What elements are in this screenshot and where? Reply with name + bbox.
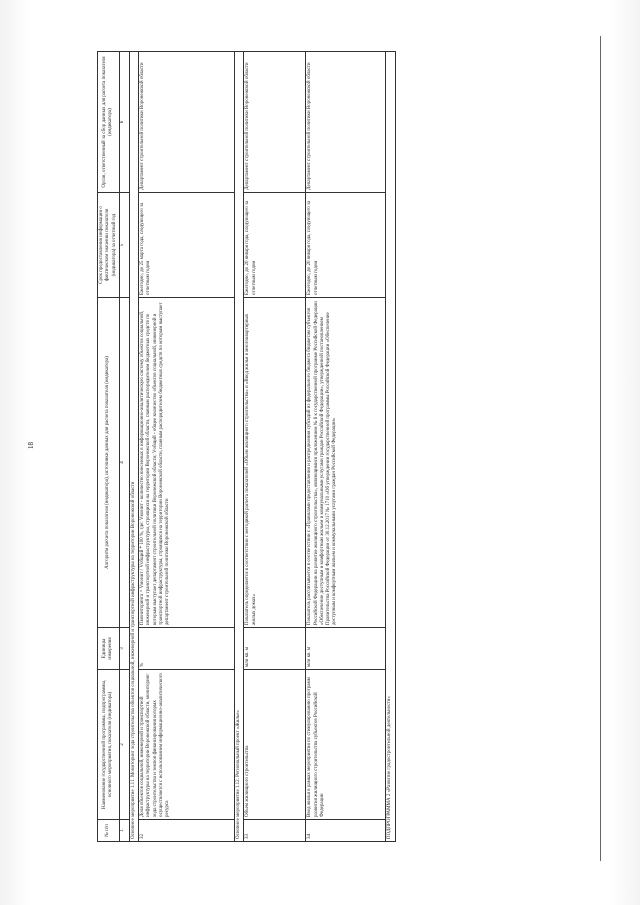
row-33-name: Объем жилищного строительства	[244, 670, 306, 820]
col-num-6: 6	[119, 52, 129, 193]
section-row	[235, 52, 244, 842]
row-34-agency: Департамент строительной политики Воронежской области	[306, 52, 386, 193]
row-33-deadline: Ежегодно, до 20 января года, следующего за отчетным годом	[244, 193, 306, 298]
row-32-algorithm: Пмониторинга = Vмонит / Vобщий * 100 %, где: Vмонит - количество внесенных в информационно-аналитическую систему объектов социальной, инженерной и транспортной инфраструктуры, строящихся на территории Воронежской области, главным распорядителем бюджетных средств по которым выступает департамент строительной политики Воронежской области; Vобщий - общее количество объектов социальной, инженерной и транспортной инфраструктуры, строящихся на территории Воронежской области, главным распорядителем бюджетных средств по которым выступает департамент строительной политики Воронежской области	[139, 298, 235, 628]
col-num-2: 2	[119, 670, 129, 820]
header-no: № п/п	[98, 820, 120, 842]
col-num-5: 5	[119, 193, 129, 298]
header-algorithm: Алгоритм расчета показателя (индикатора), источники данных для расчета показателя (индикатора)	[98, 298, 120, 628]
col-num-3: 3	[119, 628, 129, 670]
page-number: 18	[27, 442, 35, 449]
row-34-algorithm: Показатель рассчитывается в соответствии с «Правилами предоставления и распределения субсидий из федерального бюджета бюджетам субъектов Российской Федерации на развитие жилищного строительства», являющимися приложением № 6 к государственной программе Российской Федерации «Обеспечение доступным и комфортным жильем и коммунальными услугами граждан Российской Федерации», утвержденной постановлением Правительства Российской Федерации от 30.12.2017 № 1710 «Об утверждении государственной программы Российской Федерации «Обеспечение доступным и комфортным жильем и коммунальными услугами граждан Российской Федерации»	[306, 298, 386, 628]
table-row	[306, 52, 386, 842]
row-33-algorithm: Показатель определяется в соответствии с методикой расчета показателей «Объем жилищного строительства» и «Ввод жилья в многоквартирных жилых домах»	[244, 298, 306, 628]
section-title-1-12: Основное мероприятие 1.12. Региональный проект «Жилье»	[235, 52, 244, 842]
col-num-4: 4	[119, 298, 129, 628]
section-title-1-11: Основное мероприятие 1.11. Мониторинг хода строительства объектов социальной, инженерной и транспортной инфраструктуры на территории Воронежской области	[129, 52, 138, 842]
indicators-table	[97, 51, 396, 842]
section-row	[386, 52, 395, 842]
table-row	[244, 52, 306, 842]
row-32-no: 32	[139, 820, 235, 842]
table-row	[139, 52, 235, 842]
row-34-name: Ввод жилья в рамках мероприятия по стимулированию программ развития жилищного строительства субъектов Российской Федерации	[306, 670, 386, 820]
col-num-1: 1	[119, 820, 129, 842]
row-34-unit: млн кв. м	[306, 628, 386, 670]
row-34-no: 34	[306, 820, 386, 842]
header-name: Наименование государственной программы, подпрограммы, основного мероприятия, показателя (индикатора)	[98, 670, 120, 820]
section-title-subprogram-2: ПОДПРОГРАММА 2 «Развитие градостроительной деятельности»	[386, 52, 395, 842]
row-33-agency: Департамент строительной политики Воронежской области	[244, 52, 306, 193]
row-32-deadline: Ежегодно, до 25 марта года, следующего за отчетным годом	[139, 193, 235, 298]
rotated-table-container	[97, 52, 517, 842]
row-32-unit: %	[139, 628, 235, 670]
row-33-unit: млн кв. м	[244, 628, 306, 670]
table-header-row	[98, 52, 120, 842]
page-fold-line	[600, 36, 601, 861]
row-32-agency: Департамент строительной политики Воронежской области	[139, 52, 235, 193]
column-number-row	[119, 52, 129, 842]
row-34-deadline: Ежегодно, до 20 января года, следующего за отчетным годом	[306, 193, 386, 298]
header-deadline: Срок предоставления информации о фактическом значении показателя (индикатора) за отчетный год	[98, 193, 120, 298]
section-row	[129, 52, 138, 842]
row-33-no: 33	[244, 820, 306, 842]
row-32-name: Доля объектов социальной, инженерной и транспортной инфраструктуры на территории Воронежской области, мониторинг хода строительства и темпов финансирования которых осуществляется с использованием информационно-аналитического ресурса	[139, 670, 235, 820]
header-agency: Орган, ответственный за сбор данных для расчета показателя (индикатора)	[98, 52, 120, 193]
header-unit: Единицы измерения	[98, 628, 120, 670]
